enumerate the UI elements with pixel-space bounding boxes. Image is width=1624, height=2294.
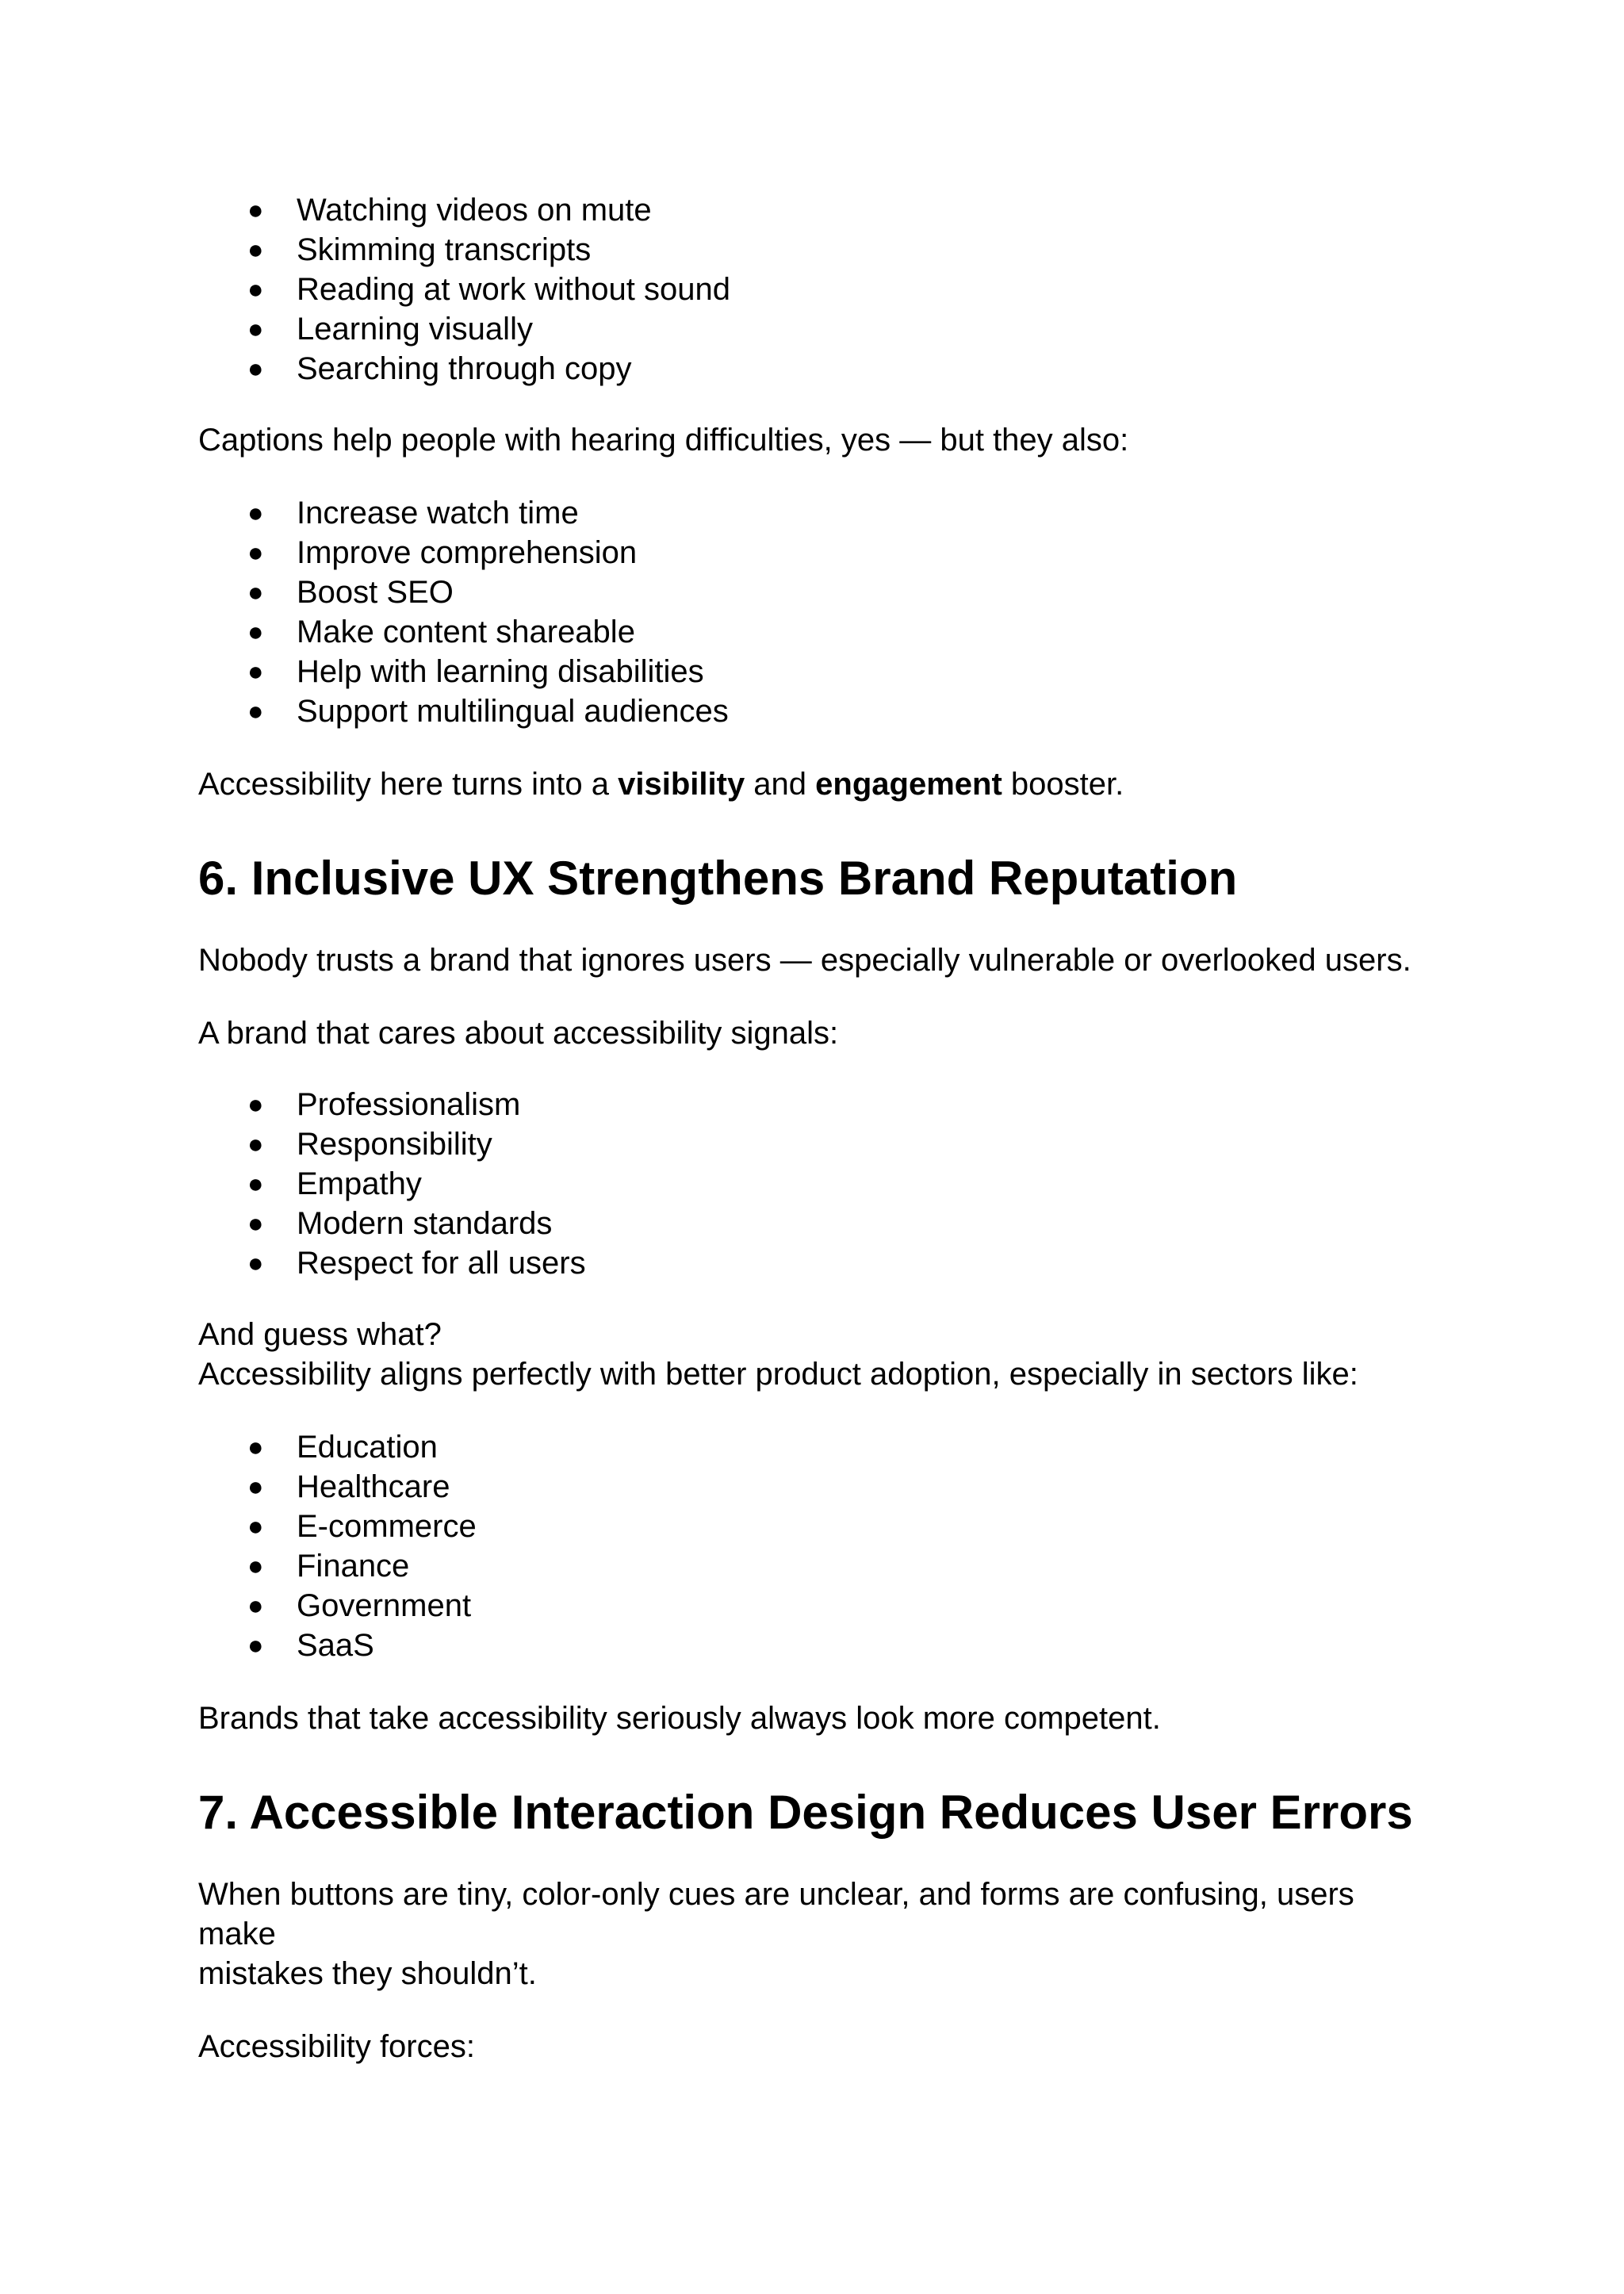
captions-paragraph: Captions help people with hearing difficulties, yes — but they also: bbox=[198, 423, 1129, 458]
list-item: ● Increase watch time bbox=[198, 493, 1435, 533]
list-item: ● Modern standards bbox=[198, 1204, 1435, 1243]
list-item: ● Help with learning disabilities bbox=[198, 652, 1435, 691]
bullet-icon: ● bbox=[247, 235, 264, 265]
bullet-icon: ● bbox=[247, 1630, 264, 1660]
bullet-icon: ● bbox=[247, 354, 264, 384]
bold-visibility: visibility bbox=[618, 767, 745, 802]
bullet-icon: ● bbox=[247, 657, 264, 687]
bullet-icon: ● bbox=[247, 1472, 264, 1502]
list-item: ● Searching through copy bbox=[198, 349, 1435, 389]
bullet-icon: ● bbox=[247, 577, 264, 607]
brand-signals-list bbox=[198, 1085, 1435, 1283]
brand-cares-paragraph: A brand that cares about accessibility signals: bbox=[198, 1016, 839, 1051]
bullet-icon: ● bbox=[247, 538, 264, 568]
nobody-trusts-paragraph: Nobody trusts a brand that ignores users — especially vulnerable or overlooked users. bbox=[198, 943, 1411, 978]
list-item: ● Make content shareable bbox=[198, 612, 1435, 652]
document-page bbox=[198, 190, 1435, 2066]
list-item: ● Reading at work without sound bbox=[198, 270, 1435, 309]
list-item: ● Support multilingual audiences bbox=[198, 691, 1435, 731]
section-heading-6: 6. Inclusive UX Strengthens Brand Reputation bbox=[198, 852, 1238, 905]
list-item: ● Finance bbox=[198, 1546, 1435, 1586]
list-item: ● SaaS bbox=[198, 1626, 1435, 1665]
list-item: ● Education bbox=[198, 1427, 1435, 1467]
bullet-icon: ● bbox=[247, 1432, 264, 1462]
list-item: ● Healthcare bbox=[198, 1467, 1435, 1507]
when-buttons-paragraph: When buttons are tiny, color-only cues are unclear, and forms are confusing, users make mistakes they shouldn’t. bbox=[198, 1877, 1354, 1991]
list-item: ● Empathy bbox=[198, 1164, 1435, 1204]
list-item: ● Watching videos on mute bbox=[198, 190, 1435, 230]
list-item: ● E-commerce bbox=[198, 1507, 1435, 1546]
list-item: ● Professionalism bbox=[198, 1085, 1435, 1124]
bullet-icon: ● bbox=[247, 1551, 264, 1581]
bullet-icon: ● bbox=[247, 314, 264, 344]
bullet-icon: ● bbox=[247, 1591, 264, 1621]
guess-what-paragraph: And guess what? Accessibility aligns perfectly with better product adoption, especially in sectors like: bbox=[198, 1317, 1358, 1392]
bold-engagement: engagement bbox=[815, 767, 1002, 802]
bullet-icon: ● bbox=[247, 195, 264, 225]
bullet-icon: ● bbox=[247, 274, 264, 304]
bullet-icon: ● bbox=[247, 1090, 264, 1120]
bullet-icon: ● bbox=[247, 1248, 264, 1278]
list-item: ● Boost SEO bbox=[198, 573, 1435, 612]
bullet-icon: ● bbox=[247, 1129, 264, 1159]
list-item: ● Responsibility bbox=[198, 1124, 1435, 1164]
list-item: ● Improve comprehension bbox=[198, 533, 1435, 573]
list-item: ● Learning visually bbox=[198, 309, 1435, 349]
accessibility-forces-paragraph: Accessibility forces: bbox=[198, 2029, 475, 2064]
bullet-icon: ● bbox=[247, 1169, 264, 1199]
brands-take-paragraph: Brands that take accessibility seriously always look more competent. bbox=[198, 1701, 1161, 1736]
section-heading-7: 7. Accessible Interaction Design Reduces User Errors bbox=[198, 1786, 1413, 1839]
bullet-icon: ● bbox=[247, 696, 264, 726]
captions-benefits-list bbox=[198, 493, 1435, 731]
accessibility-booster-paragraph: Accessibility here turns into a visibility and engagement booster. bbox=[198, 767, 1124, 802]
list-item: ● Government bbox=[198, 1586, 1435, 1626]
bullet-icon: ● bbox=[247, 1511, 264, 1541]
bullet-icon: ● bbox=[247, 1208, 264, 1239]
sectors-list bbox=[198, 1427, 1435, 1665]
bullet-icon: ● bbox=[247, 617, 264, 647]
list-item: ● Respect for all users bbox=[198, 1243, 1435, 1283]
reader-scenarios-list bbox=[198, 190, 1435, 389]
bullet-icon: ● bbox=[247, 498, 264, 528]
list-item: ● Skimming transcripts bbox=[198, 230, 1435, 270]
